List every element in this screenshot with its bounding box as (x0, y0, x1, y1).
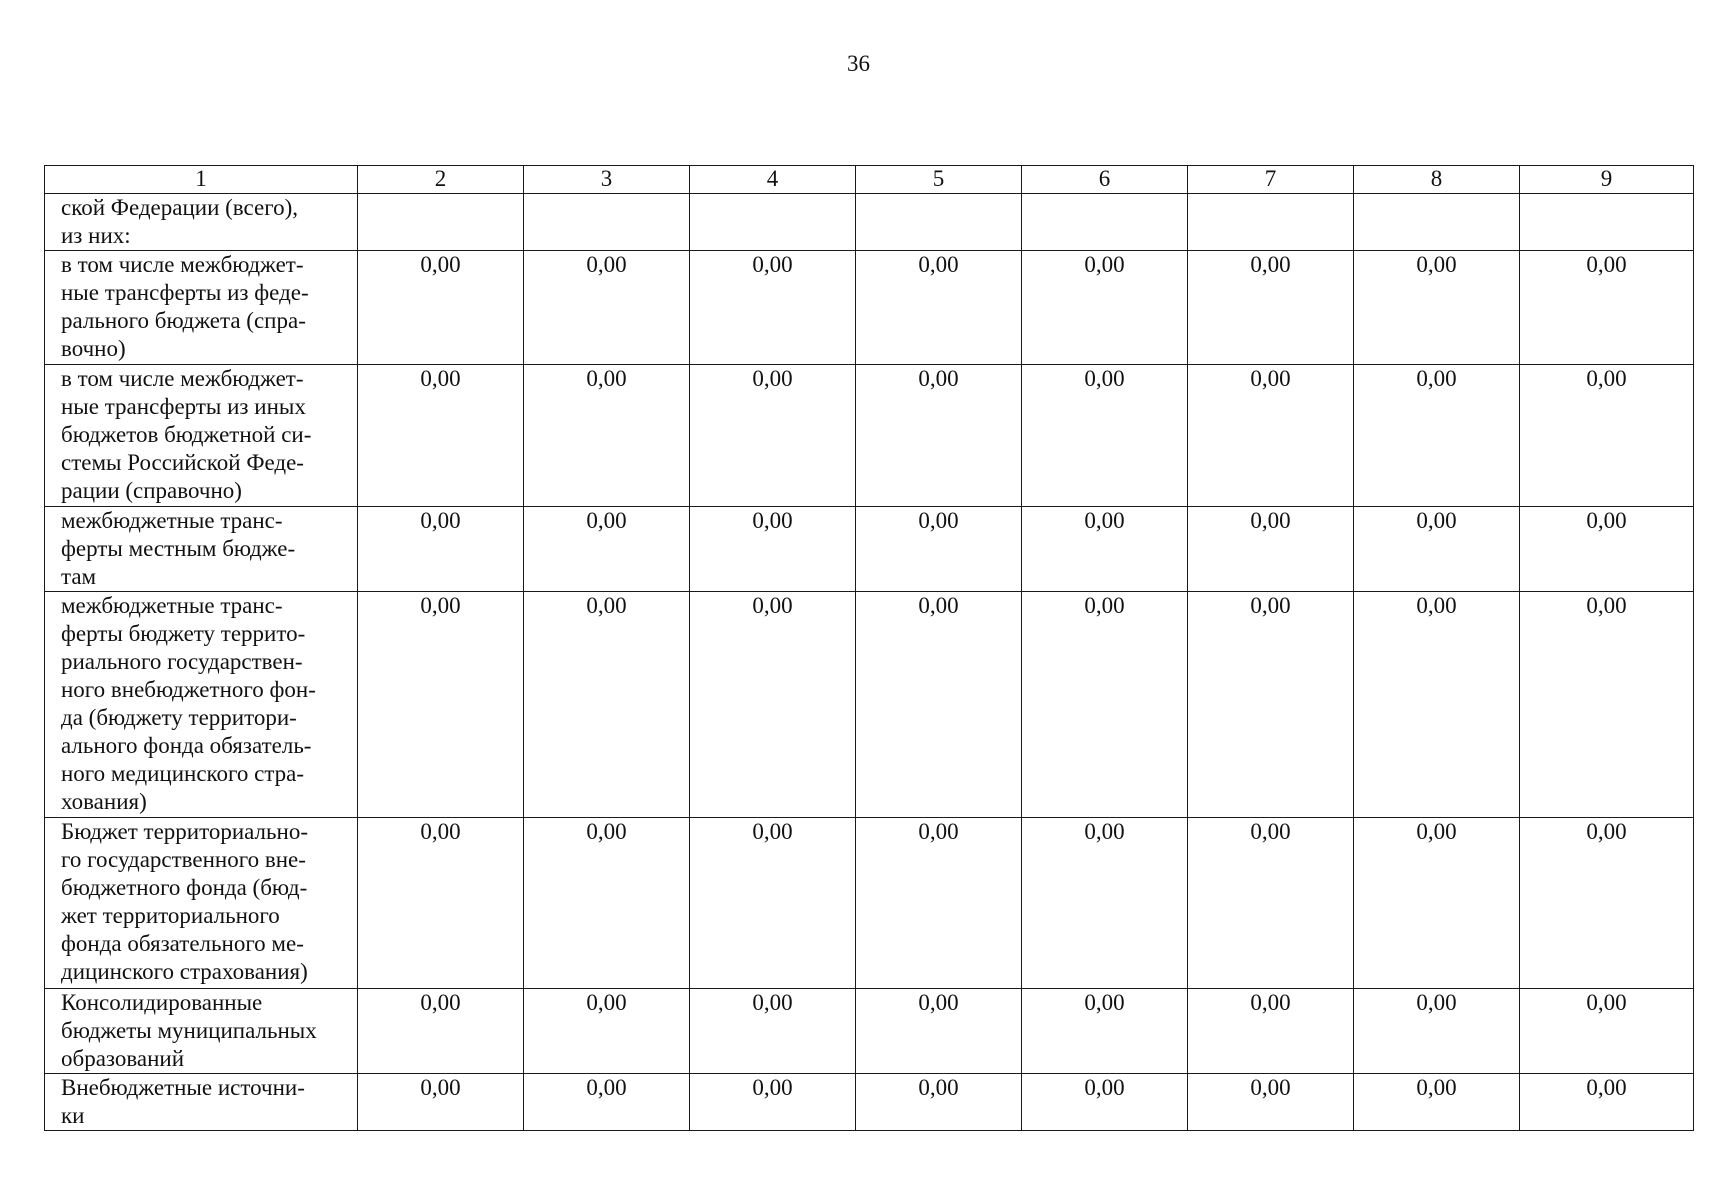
value-cell: 0,00 (1188, 592, 1354, 818)
value-cell: 0,00 (1022, 507, 1188, 592)
value-cell: 0,00 (1354, 1074, 1520, 1131)
value-cell: 0,00 (1188, 818, 1354, 989)
value-cell: 0,00 (1022, 989, 1188, 1074)
row-label: межбюджетные транс- ферты бюджету террито- риального государствен- ного внебюджетного фон- да (бюджету территори- ального фонда обязатель- ного медицинского стра- хования) (45, 592, 358, 818)
value-cell: 0,00 (856, 1074, 1022, 1131)
table-row (45, 818, 1694, 989)
value-cell: 0,00 (856, 251, 1022, 365)
table-row (45, 989, 1694, 1074)
column-header: 6 (1022, 166, 1188, 194)
value-cell: 0,00 (1520, 592, 1694, 818)
table-row (45, 592, 1694, 818)
value-cell: 0,00 (856, 592, 1022, 818)
value-cell: 0,00 (524, 818, 690, 989)
value-cell: 0,00 (1520, 1074, 1694, 1131)
value-cell: 0,00 (1354, 507, 1520, 592)
value-cell: 0,00 (856, 507, 1022, 592)
value-cell: 0,00 (524, 592, 690, 818)
column-header: 2 (358, 166, 524, 194)
value-cell: 0,00 (1354, 365, 1520, 507)
value-cell: 0,00 (1188, 1074, 1354, 1131)
value-cell (856, 194, 1022, 251)
column-header: 3 (524, 166, 690, 194)
value-cell (358, 194, 524, 251)
value-cell: 0,00 (358, 251, 524, 365)
budget-table (44, 165, 1694, 1131)
value-cell: 0,00 (358, 1074, 524, 1131)
value-cell (1354, 194, 1520, 251)
row-label: ской Федерации (всего), из них: (45, 194, 358, 251)
value-cell: 0,00 (524, 989, 690, 1074)
table-row (45, 507, 1694, 592)
column-header: 1 (45, 166, 358, 194)
column-header: 8 (1354, 166, 1520, 194)
value-cell: 0,00 (1354, 818, 1520, 989)
value-cell: 0,00 (1022, 592, 1188, 818)
row-label: Внебюджетные источни- ки (45, 1074, 358, 1131)
value-cell (524, 194, 690, 251)
value-cell: 0,00 (1520, 989, 1694, 1074)
value-cell: 0,00 (1022, 1074, 1188, 1131)
table-row (45, 1074, 1694, 1131)
value-cell: 0,00 (358, 818, 524, 989)
value-cell: 0,00 (1520, 365, 1694, 507)
table-row (45, 194, 1694, 251)
row-label: в том числе межбюджет- ные трансферты из феде- рального бюджета (спра- вочно) (45, 251, 358, 365)
value-cell: 0,00 (1354, 989, 1520, 1074)
value-cell: 0,00 (1188, 251, 1354, 365)
value-cell: 0,00 (690, 989, 856, 1074)
value-cell: 0,00 (524, 1074, 690, 1131)
value-cell: 0,00 (524, 507, 690, 592)
row-label: Консолидированные бюджеты муниципальных образований (45, 989, 358, 1074)
value-cell: 0,00 (690, 1074, 856, 1131)
value-cell: 0,00 (1520, 507, 1694, 592)
page-number: 36 (847, 51, 870, 76)
value-cell: 0,00 (1520, 818, 1694, 989)
value-cell: 0,00 (1188, 365, 1354, 507)
value-cell: 0,00 (1354, 251, 1520, 365)
row-label: в том числе межбюджет- ные трансферты из иных бюджетов бюджетной си- стемы Российской Феде- рации (справочно) (45, 365, 358, 507)
value-cell: 0,00 (358, 365, 524, 507)
value-cell: 0,00 (1022, 251, 1188, 365)
value-cell (1022, 194, 1188, 251)
table-header-row (45, 166, 1694, 194)
table-row (45, 365, 1694, 507)
value-cell: 0,00 (358, 989, 524, 1074)
value-cell: 0,00 (856, 365, 1022, 507)
column-header: 4 (690, 166, 856, 194)
column-header: 7 (1188, 166, 1354, 194)
value-cell: 0,00 (690, 251, 856, 365)
value-cell: 0,00 (1188, 507, 1354, 592)
row-label: межбюджетные транс- ферты местным бюдже- там (45, 507, 358, 592)
value-cell: 0,00 (856, 818, 1022, 989)
value-cell: 0,00 (1520, 251, 1694, 365)
value-cell (1520, 194, 1694, 251)
value-cell: 0,00 (358, 507, 524, 592)
value-cell: 0,00 (690, 592, 856, 818)
column-header: 5 (856, 166, 1022, 194)
value-cell: 0,00 (1022, 818, 1188, 989)
value-cell: 0,00 (524, 365, 690, 507)
value-cell: 0,00 (690, 818, 856, 989)
value-cell: 0,00 (358, 592, 524, 818)
value-cell (1188, 194, 1354, 251)
value-cell: 0,00 (690, 507, 856, 592)
value-cell: 0,00 (524, 251, 690, 365)
value-cell (690, 194, 856, 251)
value-cell: 0,00 (1354, 592, 1520, 818)
value-cell: 0,00 (1188, 989, 1354, 1074)
value-cell: 0,00 (690, 365, 856, 507)
table-row (45, 251, 1694, 365)
column-header: 9 (1520, 166, 1694, 194)
value-cell: 0,00 (856, 989, 1022, 1074)
value-cell: 0,00 (1022, 365, 1188, 507)
row-label: Бюджет территориально- го государственного вне- бюджетного фонда (бюд- жет территориального фонда обязательного ме- дицинского страхования) (45, 818, 358, 989)
